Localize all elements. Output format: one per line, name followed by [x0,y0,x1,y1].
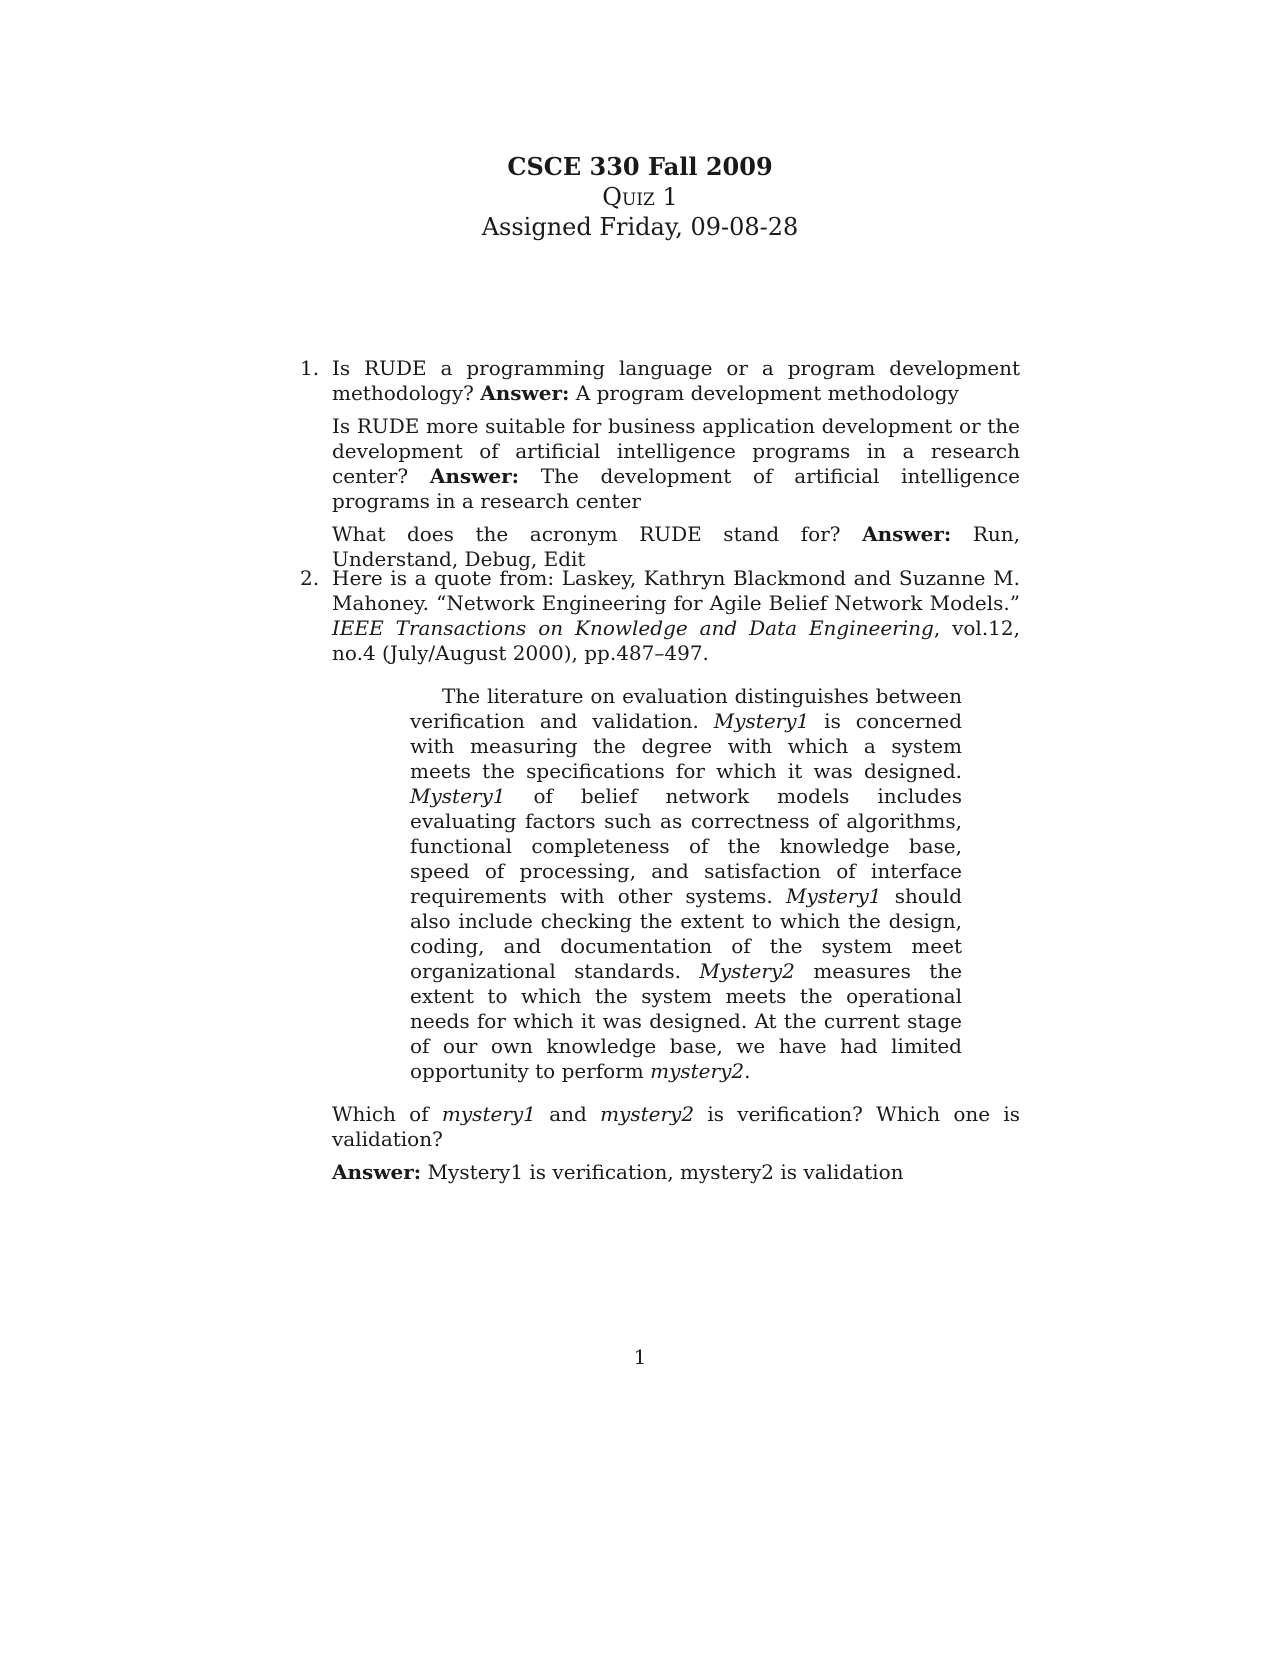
answer-label: Answer: [862,522,952,546]
question-number: 1. [300,356,320,380]
citation-details: , vol.12, no.4 (July/August 2000), pp.487–497. [332,616,1020,665]
followup-term: mystery1 [441,1102,536,1126]
quote-mystery-term: Mystery1 [713,709,810,733]
followup-text: Which of [332,1102,429,1126]
followup-text: is verification? Which one is validation? [332,1102,1021,1151]
answer-label: Answer: [429,464,520,488]
question-number: 2. [300,566,320,590]
quote-text: . [744,1059,751,1083]
quote-mystery-term: Mystery1 [785,884,882,908]
title-block [0,152,1280,242]
question-part [332,414,1020,514]
answer-line [332,1160,1020,1185]
question-2 [300,566,1020,1193]
quote-mystery-term: Mystery2 [699,959,795,983]
assigned-date: Assigned Friday, 09-08-28 [481,213,799,241]
followup-question [332,1102,1020,1152]
citation [332,566,1020,666]
question-body [332,566,1020,1185]
quiz-name: Quiz 1 [602,183,678,211]
question-text: Is RUDE more suitable for business application development or the development of artificial intelligence programs in a research center? [332,414,1020,488]
question-body [332,356,1020,572]
question-part [332,356,1020,406]
citation-journal: IEEE Transactions on Knowledge and Data Engineering [332,616,934,640]
question-1 [300,356,1020,580]
quote-text: should also include checking the extent to which the design, coding, and documentation of the system meet organizational standards. [410,884,962,983]
question-text: Is RUDE a programming language or a program development methodology? [332,356,1020,405]
quote-text: measures the extent to which the system meets the operational needs for which it was designed. At the current stage of our own knowledge base, we have had limited opportunity to perform [410,959,963,1083]
answer-text: Mystery1 is verification, mystery2 is validation [427,1160,904,1184]
answer-text: A program development methodology [575,381,959,405]
quote-text: is concerned with measuring the degree with which a system meets the specifications for which it was designed. [410,709,962,783]
page-number: 1 [633,1345,647,1369]
followup-text: and [549,1102,587,1126]
answer-label: Answer: [332,1160,422,1184]
citation-intro: Here is a quote from: Laskey, Kathryn Blackmond and Suzanne M. Mahoney. “Network Engineering for Agile Belief Network Models.” [332,566,1020,615]
quote-mystery-term: Mystery1 [410,784,506,808]
answer-text: The development of artificial intelligence programs in a research center [332,464,1021,513]
followup-term: mystery2 [600,1102,695,1126]
question-part [332,522,1020,572]
quote-mystery-term: mystery2 [650,1059,745,1083]
question-text: What does the acronym RUDE stand for? [332,522,841,546]
quote-text: of belief network models includes evaluating factors such as correctness of algorithms, functional completeness of the knowledge base, speed of processing, and satisfaction of interface requirements with other systems. [410,784,962,908]
answer-text: Run, Understand, Debug, Edit [332,522,1021,571]
block-quote [410,684,962,1084]
answer-label: Answer: [480,381,570,405]
course-title: CSCE 330 Fall 2009 [507,152,773,181]
quote-text: The literature on evaluation distinguishes between verification and validation. [410,684,962,733]
